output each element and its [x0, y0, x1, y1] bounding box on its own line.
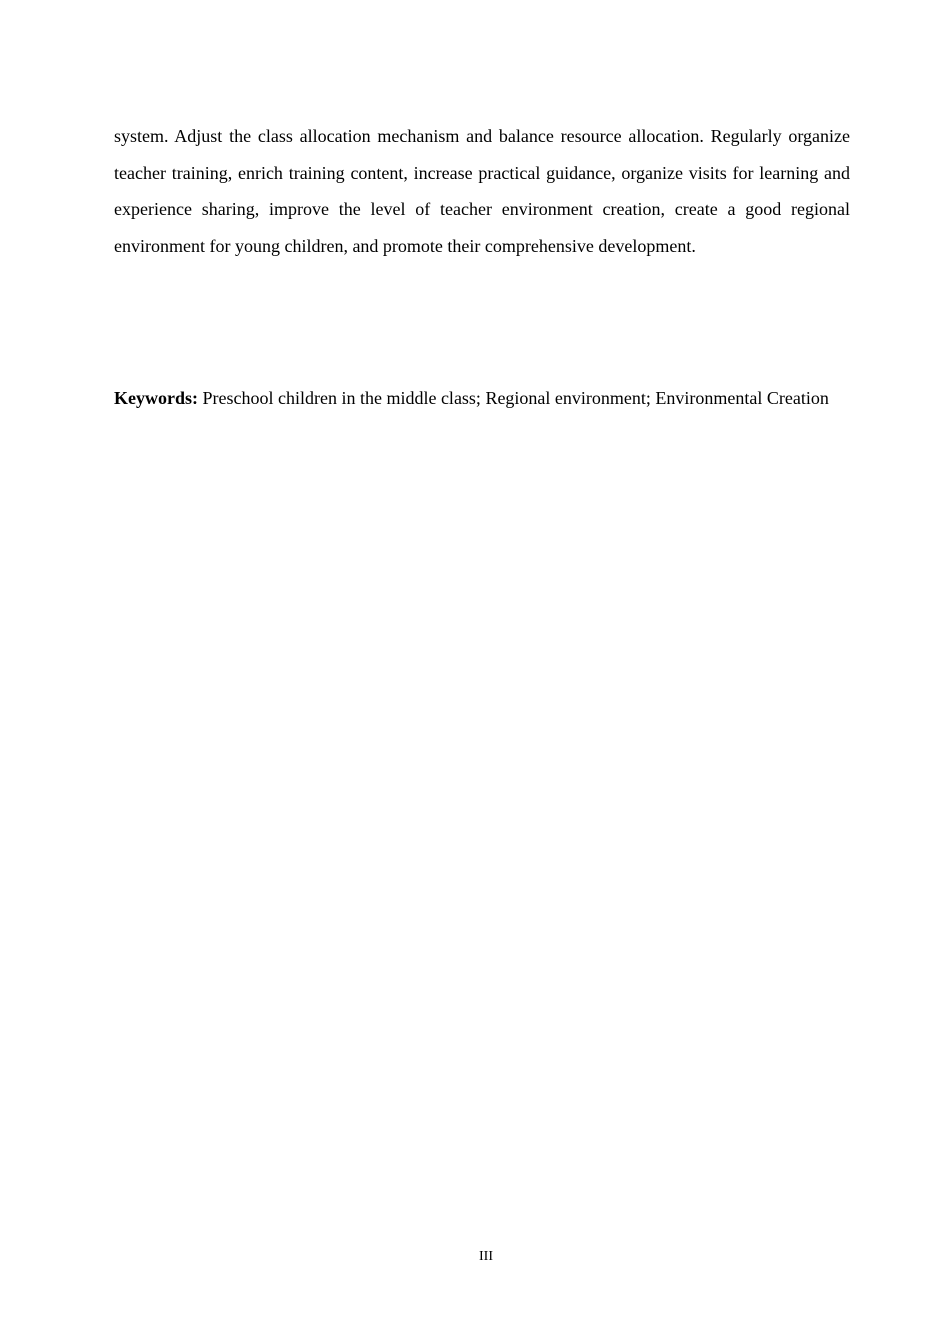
keywords-paragraph [114, 381, 850, 415]
keywords-label: Keywords: [114, 388, 198, 408]
keywords-text: Preschool children in the middle class; Regional environment; Environmental Creation [202, 388, 829, 408]
page-number: III [479, 1249, 493, 1264]
abstract-paragraph: system. Adjust the class allocation mechanism and balance resource allocation. Regularly organize teacher training, enrich training content, increase practical guidance, organize visits for learning and experience sharing, improve the level of teacher environment creation, create a good regional environment for young children, and promote their comprehensive development. [114, 126, 850, 256]
